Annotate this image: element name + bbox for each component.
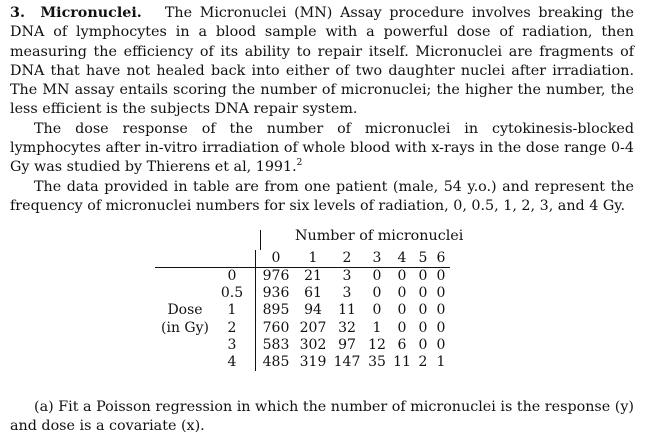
table-row [155,301,450,319]
row-label-units: (in Gy) [161,320,209,337]
count-cell: 35 [368,354,386,371]
column-header: 0 [271,250,281,266]
count-cell: 0 [372,284,382,301]
count-cell: 1 [436,354,446,371]
table-header-divider [260,230,261,250]
count-cell: 0 [397,301,407,318]
table-caption: Number of micronuclei [295,228,464,244]
count-cell: 94 [304,301,322,318]
dose-level: 0.5 [215,285,256,302]
count-cell: 0 [418,319,428,336]
count-cell: 207 [299,319,327,336]
dose-level: 0 [215,267,256,284]
paragraph-data-description: The data provided in table are from one patient (male, 54 y.o.) and represent the frequency of micronuclei numbers for six levels of radiation, 0, 0.5, 1, 2, 3, and 4 Gy. [10,178,634,214]
table-row [155,354,450,371]
count-cell: 0 [436,301,446,318]
question-part-a [10,398,634,437]
table-row [155,337,450,354]
count-cell: 12 [368,337,386,354]
column-header: 1 [308,250,318,266]
dose-level: 3 [215,337,256,354]
count-cell: 0 [418,337,428,354]
problem-number: 3. [10,5,25,21]
count-cell: 760 [262,319,290,336]
count-cell: 11 [338,301,356,318]
paragraph-2-text: The dose response of the number of micronuclei in cytokinesis-blocked lymphocytes after in-vitro irradiation of whole blood with x-rays in the dose range 0-4 Gy was studied by Thierens et al, 1991. [10,120,634,176]
count-cell: 0 [390,267,414,284]
count-cell: 936 [262,284,290,301]
column-header: 5 [418,250,428,266]
column-header: 2 [342,250,352,266]
count-cell: 976 [256,267,297,284]
count-cell: 0 [364,267,390,284]
count-cell: 1 [372,319,382,336]
count-cell: 2 [418,354,428,371]
count-cell: 895 [262,301,290,318]
count-cell: 0 [436,337,446,354]
table-header-row [155,250,450,267]
column-header: 4 [397,250,407,266]
problem-body [10,4,634,216]
micronuclei-table-block [155,228,495,388]
paragraph-dose-response [10,120,634,178]
count-cell: 61 [304,284,322,301]
count-cell: 11 [393,354,411,371]
count-cell: 147 [333,354,361,371]
count-cell: 0 [372,301,382,318]
count-cell: 32 [338,319,356,336]
count-cell: 97 [338,337,356,354]
table-row [155,285,450,302]
count-cell: 0 [436,319,446,336]
count-cell: 6 [397,337,407,354]
count-cell: 319 [299,354,327,371]
paragraph-intro [10,4,634,120]
dose-level: 1 [215,301,256,319]
count-cell: 3 [342,284,352,301]
footnote-marker: 2 [296,158,303,169]
count-cell: 0 [418,301,428,318]
table-row [155,267,450,284]
count-cell: 21 [296,267,330,284]
table-row [155,319,450,337]
count-cell: 3 [330,267,364,284]
count-cell: 583 [262,337,290,354]
problem-title: Micronuclei. [40,5,142,21]
count-cell: 0 [414,267,432,284]
column-header: 3 [372,250,382,266]
part-a-text: (a) Fit a Poisson regression in which the number of micronuclei is the response (y) and dose is a covariate (x). [10,399,634,435]
count-cell: 302 [299,337,327,354]
paragraph-1-text: The Micronuclei (MN) Assay procedure involves breaking the DNA of lymphocytes in a blood sample with a powerful dose of radiation, then measuring the efficiency of its ability to repair itself. Micronuclei are fragments of DNA that have not healed back into either of two daughter nuclei after irradiation. The MN assay entails scoring the number of micronuclei; the higher the number, the less efficient is the subjects DNA repair system. [10,5,635,118]
column-header: 6 [436,250,446,266]
count-cell: 0 [397,284,407,301]
count-cell: 0 [432,267,450,284]
count-cell: 0 [436,284,446,301]
count-cell: 0 [397,319,407,336]
dose-level: 2 [215,319,256,337]
micronuclei-table [155,250,450,371]
dose-level: 4 [215,354,256,371]
count-cell: 485 [262,354,290,371]
row-label-dose: Dose [167,302,203,319]
count-cell: 0 [418,284,428,301]
